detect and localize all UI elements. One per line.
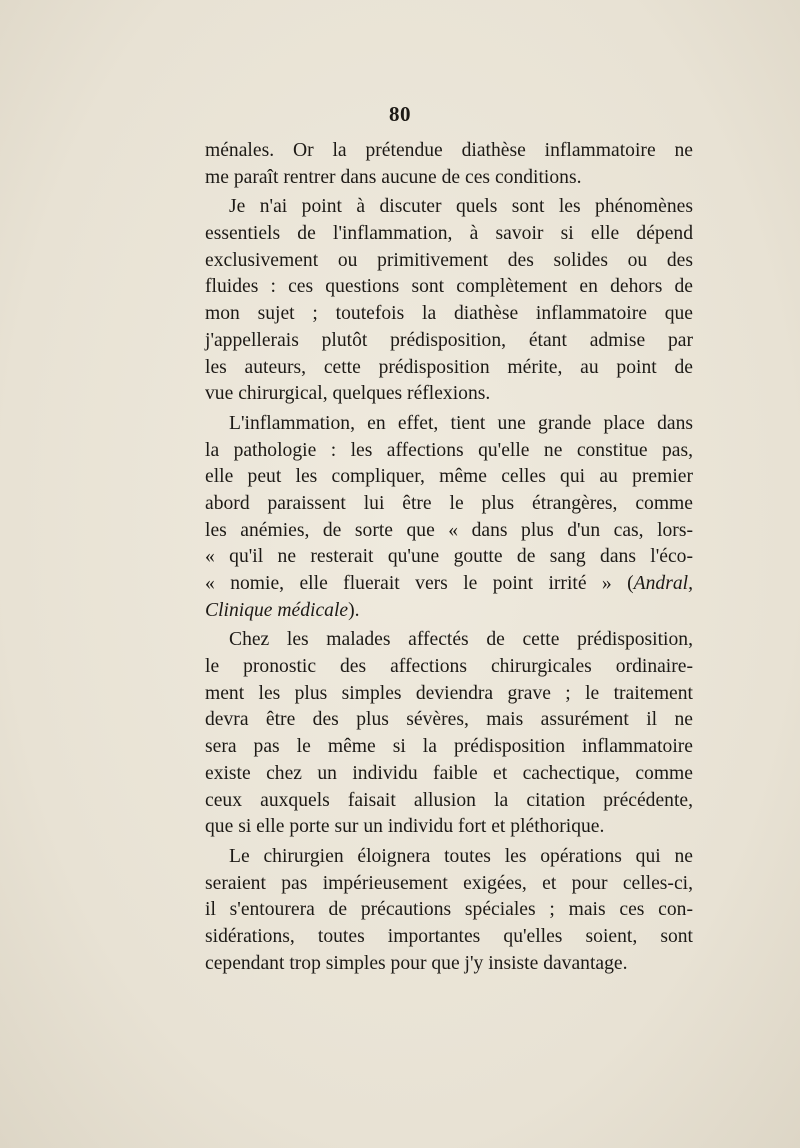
text-line: existe chez un individu faible et cachectique, comme bbox=[205, 762, 693, 784]
text-line: seraient pas impérieusement exigées, et pour celles-ci, bbox=[205, 872, 693, 894]
text-line: Le chirurgien éloignera toutes les opérations qui ne bbox=[229, 845, 693, 867]
paragraph-4 bbox=[205, 627, 693, 841]
text-line: essentiels de l'inflammation, à savoir si elle dépend bbox=[205, 223, 693, 245]
text-line: sera pas le même si la prédisposition inflammatoire bbox=[205, 736, 693, 758]
text-line: ment les plus simples deviendra grave ; le traitement bbox=[205, 682, 693, 704]
text-line: fluides : ces questions sont complètement en dehors de bbox=[205, 276, 693, 298]
text-line: les auteurs, cette prédisposition mérite, au point de bbox=[205, 356, 693, 378]
text-line: Je n'ai point à discuter quels sont les phénomènes bbox=[229, 196, 693, 218]
text-line: que si elle porte sur un individu fort et pléthorique. bbox=[205, 816, 605, 838]
text-line-with-citation bbox=[205, 598, 693, 625]
paragraph-2 bbox=[205, 194, 693, 408]
text-line: cependant trop simples pour que j'y insiste davantage. bbox=[205, 952, 628, 974]
text-line-with-citation bbox=[205, 571, 693, 598]
body-text bbox=[205, 138, 693, 977]
text-line: Chez les malades affectés de cette prédisposition, bbox=[229, 629, 693, 651]
citation-title: Clinique médicale bbox=[205, 599, 349, 621]
text-fragment: « nomie, elle fluerait vers le point irrité » ( bbox=[205, 573, 634, 594]
text-line: elle peut les compliquer, même celles qui au premier bbox=[205, 466, 693, 488]
text-fragment: ). bbox=[348, 599, 360, 621]
citation-author: Andral, bbox=[633, 573, 693, 594]
text-line: abord paraissent lui être le plus étrangères, comme bbox=[205, 492, 693, 514]
text-line: mon sujet ; toutefois la diathèse inflammatoire que bbox=[205, 303, 693, 325]
text-line: le pronostic des affections chirurgicales ordinaire- bbox=[205, 656, 693, 678]
page-number: 80 bbox=[389, 102, 411, 126]
text-line: L'inflammation, en effet, tient une grande place dans bbox=[229, 412, 693, 434]
text-line: « qu'il ne resterait qu'une goutte de sang dans l'éco- bbox=[205, 546, 693, 568]
text-line: la pathologie : les affections qu'elle ne constitue pas, bbox=[205, 439, 693, 461]
text-line: exclusivement ou primitivement des solides ou des bbox=[205, 249, 693, 271]
text-line: ménales. Or la prétendue diathèse inflammatoire ne bbox=[205, 140, 693, 161]
text-line: me paraît rentrer dans aucune de ces conditions. bbox=[205, 166, 582, 188]
text-line: devra être des plus sévères, mais assurément il ne bbox=[205, 709, 693, 731]
paragraph-3 bbox=[205, 411, 693, 625]
paragraph-5 bbox=[205, 844, 693, 977]
text-line: les anémies, de sorte que « dans plus d'un cas, lors- bbox=[205, 519, 693, 541]
paragraph-1 bbox=[205, 138, 693, 191]
text-line: j'appellerais plutôt prédisposition, étant admise par bbox=[205, 329, 693, 351]
text-line: il s'entourera de précautions spéciales ; mais ces con- bbox=[205, 899, 693, 921]
text-line: ceux auxquels faisait allusion la citation précédente, bbox=[205, 789, 693, 811]
text-line: vue chirurgical, quelques réflexions. bbox=[205, 383, 491, 405]
text-line: sidérations, toutes importantes qu'elles soient, sont bbox=[205, 925, 693, 947]
